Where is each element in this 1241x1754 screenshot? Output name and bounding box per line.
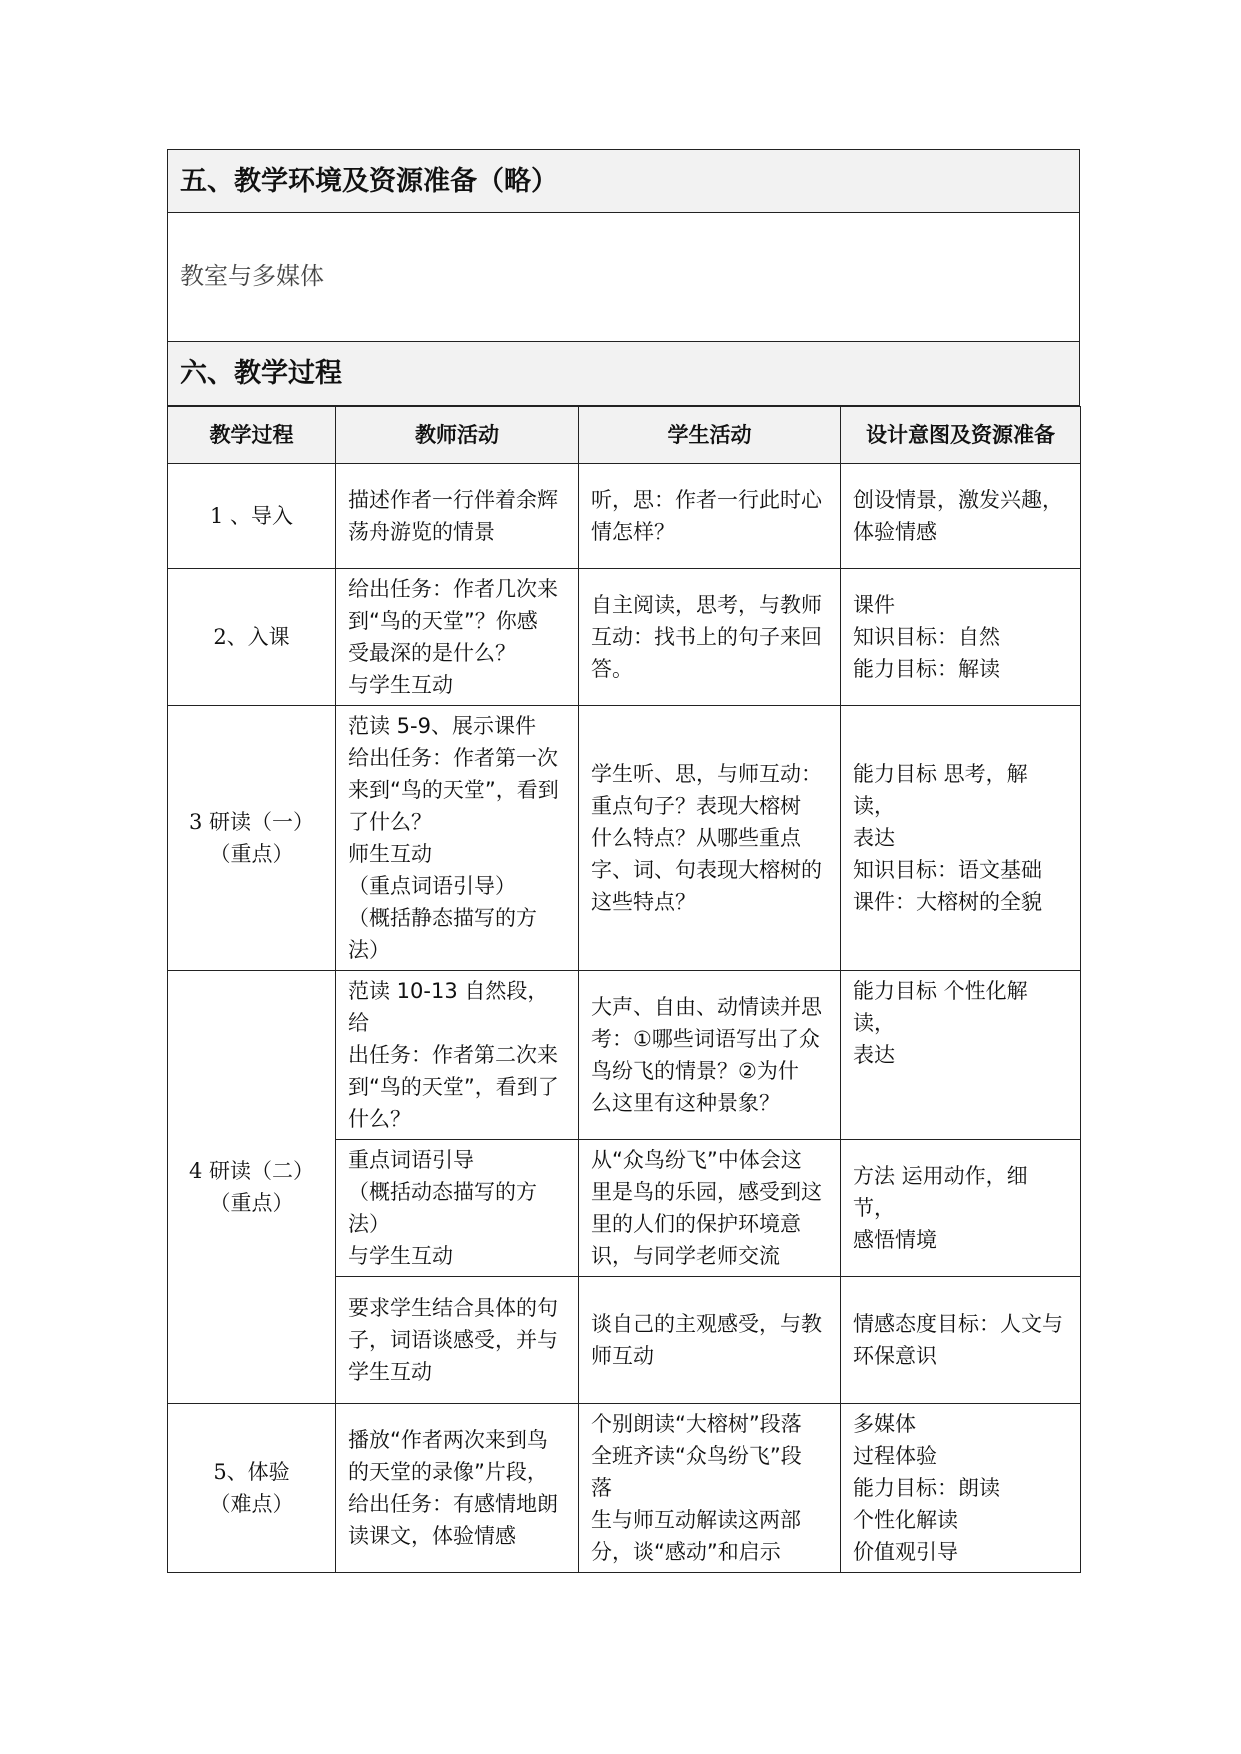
cell-line: 受最深的是什么？ xyxy=(348,641,516,665)
student-activity-cell xyxy=(579,569,841,706)
cell-line: 范读 5-9、展示课件 xyxy=(348,714,536,738)
table-row xyxy=(168,706,1081,971)
cell-line: 全班齐读“众鸟纷飞”段 xyxy=(591,1444,802,1468)
table-header-row xyxy=(168,407,1081,464)
cell-line: 1 、导入 xyxy=(209,504,294,528)
teaching-process-table xyxy=(167,406,1081,1573)
teacher-activity-cell xyxy=(336,706,579,971)
cell-line: 与学生互动 xyxy=(348,673,453,697)
cell-line: 多媒体 xyxy=(853,1412,916,1436)
cell-line: （重点词语引导） xyxy=(348,874,516,898)
cell-line: 分，谈“感动”和启示 xyxy=(591,1540,781,1564)
cell-line: 表达 xyxy=(853,1043,895,1067)
design-cell xyxy=(841,1140,1081,1277)
stage-cell xyxy=(168,1404,336,1573)
cell-line: 重点词语引导 xyxy=(348,1148,474,1172)
cell-line: 学生互动 xyxy=(348,1360,432,1384)
header-student: 学生活动 xyxy=(579,407,841,464)
cell-line: （难点） xyxy=(209,1492,294,1516)
cell-line: 荡舟游览的情景 xyxy=(348,520,495,544)
table-row xyxy=(168,1404,1081,1573)
design-cell xyxy=(841,1404,1081,1573)
cell-line: 创设情景，激发兴趣， xyxy=(853,488,1063,512)
cell-line: （概括动态描写的方法） xyxy=(348,1180,537,1236)
cell-line: 这些特点？ xyxy=(591,890,696,914)
cell-line: 到“鸟的天堂”？你感 xyxy=(348,609,538,633)
cell-line: 子，词语谈感受，并与 xyxy=(348,1328,558,1352)
cell-line: 师生互动 xyxy=(348,842,432,866)
cell-line: 环保意识 xyxy=(853,1344,937,1368)
cell-line: 答。 xyxy=(591,657,633,681)
cell-line: 重点句子？表现大榕树 xyxy=(591,794,801,818)
cell-line: 出任务：作者第二次来 xyxy=(348,1043,558,1067)
cell-line: 互动：找书上的句子来回 xyxy=(591,625,822,649)
cell-line: 听，思：作者一行此时心 xyxy=(591,488,822,512)
cell-line: 给出任务：作者第一次 xyxy=(348,746,558,770)
cell-line: 个性化解读 xyxy=(853,1508,958,1532)
cell-line: 情感态度目标：人文与 xyxy=(853,1312,1063,1336)
cell-line: 描述作者一行伴着余辉 xyxy=(348,488,558,512)
lesson-plan-document xyxy=(167,149,1080,1573)
cell-line: 到“鸟的天堂”，看到了 xyxy=(348,1075,559,1099)
cell-line: 范读 10-13 自然段，给 xyxy=(348,979,549,1035)
teacher-activity-cell xyxy=(336,464,579,569)
cell-line: 么这里有这种景象？ xyxy=(591,1091,780,1115)
section5-content: 教室与多媒体 xyxy=(167,213,1080,342)
cell-line: 大声、自由、动情读并思 xyxy=(591,995,822,1019)
cell-line: 能力目标 思考，解读， xyxy=(853,762,1028,818)
stage-cell xyxy=(168,706,336,971)
stage-cell xyxy=(168,569,336,706)
table-row xyxy=(168,971,1081,1140)
cell-line: 学生听、思，与师互动： xyxy=(591,762,822,786)
cell-line: 里的人们的保护环境意 xyxy=(591,1212,801,1236)
table-row xyxy=(168,464,1081,569)
design-cell xyxy=(841,971,1081,1140)
student-activity-cell xyxy=(579,1277,841,1404)
cell-line: 课件：大榕树的全貌 xyxy=(853,890,1042,914)
cell-line: 了什么？ xyxy=(348,810,432,834)
cell-line: （重点） xyxy=(209,842,294,866)
cell-line: 考：①哪些词语写出了众 xyxy=(591,1027,820,1051)
cell-line: 鸟纷飞的情景？②为什 xyxy=(591,1059,799,1083)
cell-line: 能力目标 个性化解读， xyxy=(853,979,1028,1035)
teacher-activity-cell xyxy=(336,1140,579,1277)
cell-line: 4 研读（二） xyxy=(188,1159,315,1183)
cell-line: 字、词、句表现大榕树的 xyxy=(591,858,822,882)
cell-line: 表达 xyxy=(853,826,895,850)
cell-line: 要求学生结合具体的句 xyxy=(348,1296,558,1320)
cell-line: 体验情感 xyxy=(853,520,937,544)
cell-line: 给出任务：作者几次来 xyxy=(348,577,558,601)
cell-line: 价值观引导 xyxy=(853,1540,958,1564)
cell-line: 情怎样？ xyxy=(591,520,675,544)
cell-line: 给出任务：有感情地朗 xyxy=(348,1492,558,1516)
cell-line: 什么？ xyxy=(348,1107,411,1131)
cell-line: 与学生互动 xyxy=(348,1244,453,1268)
design-cell xyxy=(841,1277,1081,1404)
cell-line: 自主阅读，思考，与教师 xyxy=(591,593,822,617)
header-stage: 教学过程 xyxy=(168,407,336,464)
cell-line: 谈自己的主观感受，与教 xyxy=(591,1312,822,1336)
cell-line: 能力目标：解读 xyxy=(853,657,1000,681)
cell-line: 识，与同学老师交流 xyxy=(591,1244,780,1268)
cell-line: 师互动 xyxy=(591,1344,654,1368)
header-teacher: 教师活动 xyxy=(336,407,579,464)
cell-line: 知识目标：自然 xyxy=(853,625,1000,649)
header-design: 设计意图及资源准备 xyxy=(841,407,1081,464)
teacher-activity-cell xyxy=(336,1404,579,1573)
cell-line: 知识目标：语文基础 xyxy=(853,858,1042,882)
teacher-activity-cell xyxy=(336,569,579,706)
student-activity-cell xyxy=(579,971,841,1140)
cell-line: （概括静态描写的方法） xyxy=(348,906,537,962)
student-activity-cell xyxy=(579,1404,841,1573)
cell-line: 3 研读（一） xyxy=(188,810,315,834)
cell-line: 方法 运用动作，细节， xyxy=(853,1164,1028,1220)
cell-line: 从“众鸟纷飞”中体会这 xyxy=(591,1148,802,1172)
cell-line: （重点） xyxy=(209,1191,294,1215)
cell-line: 过程体验 xyxy=(853,1444,937,1468)
cell-line: 什么特点？从哪些重点 xyxy=(591,826,801,850)
cell-line: 感悟情境 xyxy=(853,1228,937,1252)
teacher-activity-cell xyxy=(336,1277,579,1404)
cell-line: 5、体验 xyxy=(213,1460,290,1484)
student-activity-cell xyxy=(579,1140,841,1277)
cell-line: 落 xyxy=(591,1476,612,1500)
cell-line: 课件 xyxy=(853,593,895,617)
cell-line: 个别朗读“大榕树”段落 xyxy=(591,1412,802,1436)
design-cell xyxy=(841,464,1081,569)
cell-line: 的天堂的录像”片段， xyxy=(348,1460,548,1484)
cell-line: 里是鸟的乐园，感受到这 xyxy=(591,1180,822,1204)
stage-cell xyxy=(168,971,336,1404)
design-cell xyxy=(841,706,1081,971)
section6-title: 六、教学过程 xyxy=(167,342,1080,406)
teacher-activity-cell xyxy=(336,971,579,1140)
cell-line: 来到“鸟的天堂”，看到 xyxy=(348,778,559,802)
design-cell xyxy=(841,569,1081,706)
table-row xyxy=(168,569,1081,706)
student-activity-cell xyxy=(579,464,841,569)
stage-cell xyxy=(168,464,336,569)
cell-line: 生与师互动解读这两部 xyxy=(591,1508,801,1532)
student-activity-cell xyxy=(579,706,841,971)
cell-line: 播放“作者两次来到鸟 xyxy=(348,1428,548,1452)
section5-title: 五、教学环境及资源准备（略） xyxy=(167,149,1080,213)
cell-line: 2、入课 xyxy=(213,625,290,649)
cell-line: 读课文，体验情感 xyxy=(348,1524,516,1548)
cell-line: 能力目标：朗读 xyxy=(853,1476,1000,1500)
